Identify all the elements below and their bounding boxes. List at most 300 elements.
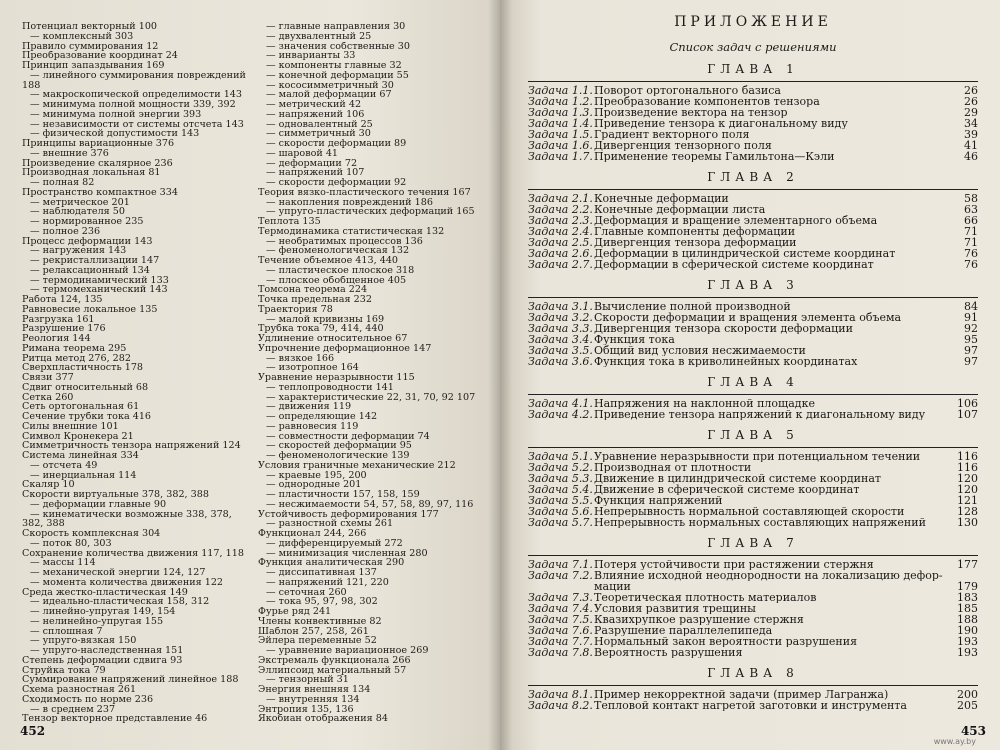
task-title: Нормальный закон вероятности разрушения xyxy=(594,636,858,647)
index-entry: — инерциальная 114 xyxy=(30,470,137,481)
task-number: Задача 2.1. xyxy=(528,192,593,205)
index-entry: 188 xyxy=(22,80,41,91)
index-entry: — значения собственные 30 xyxy=(266,41,410,52)
index-entry: — пластичности 157, 158, 159 xyxy=(266,490,420,500)
right-page-number: 453 xyxy=(960,724,986,738)
task-row xyxy=(528,581,978,592)
task-title: Уравнение неразрывности при потенциальном течении xyxy=(594,451,921,462)
task-title: Движение в сферической системе координат xyxy=(594,484,860,495)
task-row xyxy=(528,259,978,270)
task-title: Тепловой контакт нагретой заготовки и инструмента xyxy=(594,700,907,711)
task-page: 185 xyxy=(957,602,978,615)
task-list-subheading: Список задач с решениями xyxy=(669,40,837,54)
index-entry: Точка предельная 232 xyxy=(258,295,372,305)
index-entry: — отсчета 49 xyxy=(30,460,98,471)
task-row xyxy=(528,603,978,614)
task-title: Произведение вектора на тензор xyxy=(594,107,788,118)
index-entry: — комплексный 303 xyxy=(30,31,134,42)
index-entry: — шаровой 41 xyxy=(266,148,339,159)
index-entry: — диссипативная 137 xyxy=(266,568,377,578)
task-number: Задача 1.6. xyxy=(528,139,593,152)
index-entry: Сечение трубки тока 416 xyxy=(22,412,152,422)
task-page: 41 xyxy=(964,139,978,152)
index-entry: — конечной деформации 55 xyxy=(266,70,409,81)
index-entry: — сплошная 7 xyxy=(30,626,103,637)
task-number: Задача 7.5. xyxy=(528,613,593,626)
index-entry: — напряжений 121, 220 xyxy=(266,577,389,588)
task-number: Задача 5.5. xyxy=(528,494,593,507)
index-entry: — линейно-упругая 149, 154 xyxy=(30,607,176,617)
index-entry: — разностной схемы 261 xyxy=(266,519,394,529)
index-entry: Теория вязко-пластического течения 167 xyxy=(258,187,471,198)
appendix-heading: ПРИЛОЖЕНИЕ xyxy=(674,14,832,30)
task-page: 39 xyxy=(964,128,978,141)
task-number: Задача 2.6. xyxy=(528,247,593,260)
index-entry: Сетка 260 xyxy=(22,392,74,403)
index-entry: Функционал 244, 266 xyxy=(258,529,367,539)
index-entry: Символ Кронекера 21 xyxy=(22,431,134,442)
task-row xyxy=(528,689,978,700)
index-entry: — феноменологическая 132 xyxy=(266,246,410,256)
index-entry: Реология 144 xyxy=(22,334,91,344)
index-entry: Трубка тока 79, 414, 440 xyxy=(258,324,384,334)
task-page: 95 xyxy=(964,333,978,346)
watermark: www.ay.by xyxy=(933,737,976,746)
task-number: Задача 5.4. xyxy=(528,483,593,496)
task-title: Функция тока xyxy=(594,334,675,345)
index-entry: Энтропия 135, 136 xyxy=(258,704,354,715)
task-row xyxy=(528,323,978,334)
task-page: 107 xyxy=(957,408,978,421)
index-entry: — минимума полной мощности 339, 392 xyxy=(30,100,236,110)
index-entry: — симметричный 30 xyxy=(266,129,371,139)
task-row xyxy=(528,129,978,140)
task-title: Главные компоненты деформации xyxy=(594,226,796,237)
task-number: Задача 5.7. xyxy=(528,516,593,529)
task-title: Функция тока в криволинейных координатах xyxy=(594,356,858,367)
index-entry: Теплота 135 xyxy=(258,217,321,227)
index-column-1 xyxy=(22,22,262,724)
task-row xyxy=(528,140,978,151)
task-title: Скорости деформации и вращения элемента объема xyxy=(594,312,902,323)
index-entry: — внешние 376 xyxy=(30,148,109,159)
index-entry: — инварианты 33 xyxy=(266,51,356,61)
task-title: Деформации в цилиндрической системе координат xyxy=(594,248,896,259)
task-title: Напряжения на наклонной площадке xyxy=(594,398,815,409)
task-number: Задача 5.2. xyxy=(528,461,593,474)
task-page: 84 xyxy=(964,300,978,313)
index-entry: Разгрузка 161 xyxy=(22,314,95,325)
task-title: Квазихрупкое разрушение стержня xyxy=(594,614,804,625)
task-page: 193 xyxy=(957,646,978,659)
task-title: Применение теоремы Гамильтона—Кэли xyxy=(594,151,835,162)
task-page: 120 xyxy=(957,483,978,496)
task-row xyxy=(528,237,978,248)
index-entry: Энергия внешняя 134 xyxy=(258,685,371,695)
index-entry: Правило суммирования 12 xyxy=(22,41,159,52)
index-entry: — изотропное 164 xyxy=(266,363,359,373)
index-entry: Римана теорема 295 xyxy=(22,343,127,354)
index-entry: — деформации главные 90 xyxy=(30,499,167,510)
index-entry: Пространство компактное 334 xyxy=(22,187,178,198)
task-number: Задача 3.4. xyxy=(528,333,593,346)
task-number: Задача 5.1. xyxy=(528,450,593,463)
index-entry: — дифференцируемый 272 xyxy=(266,538,403,549)
task-number: Задача 1.5. xyxy=(528,128,593,141)
task-page: 120 xyxy=(957,472,978,485)
task-page: 193 xyxy=(957,635,978,648)
task-page: 177 xyxy=(957,558,978,571)
task-page: 188 xyxy=(957,613,978,626)
task-number: Задача 8.2. xyxy=(528,699,593,712)
task-title: Градиент векторного поля xyxy=(594,129,750,140)
left-page-number: 452 xyxy=(20,724,46,738)
task-row xyxy=(528,484,978,495)
task-row xyxy=(528,636,978,647)
index-entry: — малой деформации 67 xyxy=(266,90,392,100)
task-row xyxy=(528,625,978,636)
task-row xyxy=(528,356,978,367)
task-title: Вероятность разрушения xyxy=(594,647,743,658)
index-entry: Члены конвективные 82 xyxy=(258,616,382,627)
task-row xyxy=(528,301,978,312)
index-entry: Эллипсоид материальный 57 xyxy=(258,665,407,676)
index-entry: Томсона теорема 224 xyxy=(258,285,368,295)
task-row xyxy=(528,592,978,603)
index-entry: — нелинейно-упругая 155 xyxy=(30,616,164,627)
task-number: Задача 2.4. xyxy=(528,225,593,238)
task-number: Задача 4.2. xyxy=(528,408,593,421)
task-page: 92 xyxy=(964,322,978,335)
index-entry: — несжимаемости 54, 57, 58, 89, 97, 116 xyxy=(266,499,474,510)
index-entry: Среда жестко-пластическая 149 xyxy=(22,587,188,598)
task-title: Потеря устойчивости при растяжении стержня xyxy=(594,559,874,570)
index-column-2 xyxy=(258,22,480,724)
index-entry: Упрочнение деформационное 147 xyxy=(258,343,432,354)
task-number: Задача 1.7. xyxy=(528,150,593,163)
index-entry: — равновесия 119 xyxy=(266,421,359,432)
index-entry: Экстремаль функционала 266 xyxy=(258,655,411,666)
index-entry: Произведение скалярное 236 xyxy=(22,158,173,169)
index-entry: — кососимметричный 30 xyxy=(266,80,394,91)
chapter-heading: ГЛАВА 2 xyxy=(707,170,799,184)
index-entry: Суммирование напряжений линейное 188 xyxy=(22,675,239,685)
index-entry: — скоростей деформации 95 xyxy=(266,441,412,451)
index-entry: — определяющие 142 xyxy=(266,412,378,422)
index-entry: — макроскопической определимости 143 xyxy=(30,90,243,100)
task-number: Задача 5.6. xyxy=(528,505,593,518)
index-entry: — тока 95, 97, 98, 302 xyxy=(266,597,378,607)
chapter-heading: ГЛАВА 3 xyxy=(707,278,799,292)
task-title: Приведение тензора напряжений к диагональному виду xyxy=(594,409,926,420)
task-row xyxy=(528,398,978,409)
task-number: Задача 3.2. xyxy=(528,311,593,324)
index-entry: — скорости деформации 89 xyxy=(266,139,407,149)
task-page: 190 xyxy=(957,624,978,637)
chapter-heading: ГЛАВА 5 xyxy=(707,428,799,442)
index-entry: — деформации 72 xyxy=(266,158,358,169)
task-row xyxy=(528,226,978,237)
index-entry: Преобразование координат 24 xyxy=(22,51,178,61)
task-number: Задача 1.3. xyxy=(528,106,593,119)
index-entry: — релаксационный 134 xyxy=(30,265,150,276)
index-entry: — напряжений 106 xyxy=(266,109,365,120)
index-entry: — вязкое 166 xyxy=(266,353,335,364)
task-row xyxy=(528,118,978,129)
task-title: Непрерывность нормальных составляющих напряжений xyxy=(594,517,926,528)
task-row xyxy=(528,495,978,506)
task-row xyxy=(528,517,978,528)
chapter-rule xyxy=(528,685,978,686)
task-page: 34 xyxy=(964,117,978,130)
task-title: Дивергенция тензора скорости деформации xyxy=(594,323,853,334)
index-entry: — механической энергии 124, 127 xyxy=(30,568,206,578)
task-row xyxy=(528,647,978,658)
task-number: Задача 1.1. xyxy=(528,84,593,97)
index-entry: Струйка тока 79 xyxy=(22,665,106,676)
task-number: Задача 1.4. xyxy=(528,117,593,130)
task-row xyxy=(528,248,978,259)
index-entry: Тензор векторное представление 46 xyxy=(22,714,208,724)
chapter-rule xyxy=(528,555,978,556)
task-title: Приведение тензора к диагональному виду xyxy=(594,118,848,129)
task-row xyxy=(528,451,978,462)
task-page: 71 xyxy=(964,225,978,238)
index-entry: Скаляр 10 xyxy=(22,480,75,490)
task-page: 58 xyxy=(964,192,978,205)
index-entry: Схема разностная 261 xyxy=(22,685,137,695)
index-entry: Течение объемное 413, 440 xyxy=(258,256,399,266)
index-entry: — уравнение вариационное 269 xyxy=(266,646,429,656)
task-page: 46 xyxy=(964,150,978,163)
right-page xyxy=(500,0,1000,750)
index-entry: — сеточная 260 xyxy=(266,587,347,598)
task-row xyxy=(528,204,978,215)
task-row xyxy=(528,506,978,517)
index-entry: Силы внешние 101 xyxy=(22,421,119,432)
index-entry: Функция аналитическая 290 xyxy=(258,558,405,568)
index-entry: — момента количества движения 122 xyxy=(30,577,224,588)
task-row xyxy=(528,559,978,570)
task-title: Поворот ортогонального базиса xyxy=(594,85,781,96)
task-row xyxy=(528,334,978,345)
task-row xyxy=(528,193,978,204)
index-entry: Степень деформации сдвига 93 xyxy=(22,655,183,666)
task-number: Задача 7.7. xyxy=(528,635,593,648)
task-page: 63 xyxy=(964,203,978,216)
index-entry: — накопления повреждений 186 xyxy=(266,197,433,208)
index-entry: — однородные 201 xyxy=(266,480,362,490)
index-entry: Сверхпластичность 178 xyxy=(22,363,144,373)
task-page: 29 xyxy=(964,106,978,119)
task-number: Задача 1.2. xyxy=(528,95,593,108)
index-entry: — кинематически возможные 338, 378, xyxy=(30,509,232,520)
task-page: 76 xyxy=(964,258,978,271)
task-row xyxy=(528,570,978,581)
task-title: Производная от плотности xyxy=(594,462,752,473)
index-entry: — массы 114 xyxy=(30,558,96,568)
index-entry: Фурье ряд 241 xyxy=(258,607,332,617)
task-row xyxy=(528,312,978,323)
task-number: Задача 2.2. xyxy=(528,203,593,216)
index-entry: — упруго-наследственная 151 xyxy=(30,646,184,656)
task-page: 200 xyxy=(957,688,978,701)
index-entry: Равновесие локальное 135 xyxy=(22,304,158,315)
index-entry: — наблюдателя 50 xyxy=(30,207,125,217)
index-entry: — нагружения 143 xyxy=(30,246,127,256)
index-entry: — упруго-вязкая 150 xyxy=(30,636,137,646)
index-entry: — метрический 42 xyxy=(266,100,362,110)
task-row xyxy=(528,614,978,625)
task-row xyxy=(528,462,978,473)
task-number: Задача 7.6. xyxy=(528,624,593,637)
task-title: Деформация и вращение элементарного объема xyxy=(594,215,878,226)
index-entry: Ритца метод 276, 282 xyxy=(22,353,131,364)
chapter-rule xyxy=(528,297,978,298)
task-title: Конечные деформации xyxy=(594,193,729,204)
task-page: 91 xyxy=(964,311,978,324)
index-entry: — феноменологические 139 xyxy=(266,451,410,461)
index-entry: — в среднем 237 xyxy=(30,704,116,715)
index-entry: Якобиан отображения 84 xyxy=(258,714,388,724)
index-entry: — внутренняя 134 xyxy=(266,694,360,705)
task-number: Задача 7.3. xyxy=(528,591,593,604)
index-entry: Производная локальная 81 xyxy=(22,168,161,178)
index-entry: — полное 236 xyxy=(30,226,101,237)
task-number: Задача 3.1. xyxy=(528,300,593,313)
index-entry: — характеристические 22, 31, 70, 92 107 xyxy=(266,392,476,403)
task-title: Влияние исходной неоднородности на локализацию дефор- xyxy=(594,570,943,581)
task-number: Задача 4.1. xyxy=(528,397,593,410)
index-entry: Разрушение 176 xyxy=(22,324,106,334)
task-number: Задача 7.2. xyxy=(528,569,593,582)
task-page: 183 xyxy=(957,591,978,604)
index-entry: — термодинамический 133 xyxy=(30,275,169,286)
index-entry: — метрическое 201 xyxy=(30,197,130,208)
index-entry: Связи 377 xyxy=(22,373,74,383)
task-page: 97 xyxy=(964,355,978,368)
index-entry: — физической допустимости 143 xyxy=(30,129,200,139)
index-entry: — упруго-пластических деформаций 165 xyxy=(266,207,475,217)
task-title: Вычисление полной производной xyxy=(594,301,791,312)
index-entry: — пластическое плоское 318 xyxy=(266,265,415,276)
task-number: Задача 7.1. xyxy=(528,558,593,571)
task-title: Деформации в сферической системе координат xyxy=(594,259,874,270)
index-entry: — поток 80, 303 xyxy=(30,538,112,549)
index-entry: Принципы вариационные 376 xyxy=(22,139,175,149)
task-page: 26 xyxy=(964,84,978,97)
task-row xyxy=(528,151,978,162)
index-entry: — нормированное 235 xyxy=(30,217,144,227)
task-number: Задача 2.7. xyxy=(528,258,593,271)
index-entry: 382, 388 xyxy=(22,519,65,529)
task-row xyxy=(528,409,978,420)
index-entry: Симметричность тензора напряжений 124 xyxy=(22,441,241,451)
task-title: Непрерывность нормальной составляющей скорости xyxy=(594,506,905,517)
index-entry: Процесс деформации 143 xyxy=(22,236,153,247)
task-title: Движение в цилиндрической системе координат xyxy=(594,473,881,484)
task-row xyxy=(528,85,978,96)
chapter-heading: ГЛАВА 8 xyxy=(707,666,799,680)
index-entry: — тензорный 31 xyxy=(266,675,349,685)
task-row xyxy=(528,700,978,711)
index-entry: — термомеханический 143 xyxy=(30,285,168,295)
task-title: мации xyxy=(594,581,631,592)
task-page: 97 xyxy=(964,344,978,357)
index-entry: Уравнение неразрывности 115 xyxy=(258,373,415,383)
index-entry: — теплопроводности 141 xyxy=(266,382,394,393)
index-entry: — напряжений 107 xyxy=(266,168,365,178)
task-row xyxy=(528,96,978,107)
index-entry: Сдвиг относительный 68 xyxy=(22,382,149,393)
index-entry: Сходимость по норме 236 xyxy=(22,694,154,705)
task-list xyxy=(528,12,978,711)
task-number: Задача 5.3. xyxy=(528,472,593,485)
index-entry: Термодинамика статистическая 132 xyxy=(258,226,445,237)
task-row xyxy=(528,473,978,484)
index-entry: — малой кривизны 169 xyxy=(266,314,385,325)
chapter-heading: ГЛАВА 1 xyxy=(707,62,799,76)
index-entry: — необратимых процессов 136 xyxy=(266,236,423,247)
chapter-rule xyxy=(528,81,978,82)
index-entry: Принцип запаздывания 169 xyxy=(22,61,165,71)
index-entry: — полная 82 xyxy=(30,178,95,188)
index-entry: — минимума полной энергии 393 xyxy=(30,109,202,120)
index-entry: Скорость комплексная 304 xyxy=(22,529,161,539)
task-title: Преобразование компонентов тензора xyxy=(594,96,820,107)
index-entry: Потенциал векторный 100 xyxy=(22,22,158,32)
index-entry: — минимизация численная 280 xyxy=(266,548,428,559)
task-number: Задача 3.3. xyxy=(528,322,593,335)
task-page: 116 xyxy=(957,461,978,474)
index-entry: — скорости деформации 92 xyxy=(266,178,407,188)
index-entry: Работа 124, 135 xyxy=(22,295,103,305)
task-page: 205 xyxy=(957,699,978,712)
chapter-heading: ГЛАВА 4 xyxy=(707,375,799,389)
task-page: 71 xyxy=(964,236,978,249)
book-gutter xyxy=(488,0,512,750)
index-entry: — одновалентный 25 xyxy=(266,119,373,130)
task-page: 76 xyxy=(964,247,978,260)
task-page: 26 xyxy=(964,95,978,108)
index-entry: Скорости виртуальные 378, 382, 388 xyxy=(22,490,209,500)
index-entry: — линейного суммирования повреждений xyxy=(30,70,246,81)
index-entry: Шаблон 257, 258, 261 xyxy=(258,626,369,637)
index-entry: Удлинение относительное 67 xyxy=(258,334,408,344)
task-page: 66 xyxy=(964,214,978,227)
chapter-rule xyxy=(528,394,978,395)
index-entry: — главные направления 30 xyxy=(266,22,406,32)
index-entry: — компоненты главные 32 xyxy=(266,61,402,71)
task-title: Разрушение параллелепипеда xyxy=(594,625,773,636)
task-page: 128 xyxy=(957,505,978,518)
task-number: Задача 8.1. xyxy=(528,688,593,701)
chapter-rule xyxy=(528,447,978,448)
index-entry: — независимости от системы отсчета 143 xyxy=(30,119,244,130)
task-page: 130 xyxy=(957,516,978,529)
index-entry: Сохранение количества движения 117, 118 xyxy=(22,548,244,559)
chapter-heading: ГЛАВА 7 xyxy=(707,536,799,550)
index-entry: — краевые 195, 200 xyxy=(266,470,367,481)
task-title: Теоретическая плотность материалов xyxy=(594,592,817,603)
task-page: 179 xyxy=(957,580,978,593)
index-entry: — совместности деформации 74 xyxy=(266,431,430,442)
task-title: Функция напряжений xyxy=(594,495,723,506)
index-entry: — рекристаллизации 147 xyxy=(30,256,160,266)
index-entry: — идеально-пластическая 158, 312 xyxy=(30,597,210,607)
task-number: Задача 3.6. xyxy=(528,355,593,368)
task-page: 121 xyxy=(957,494,978,507)
